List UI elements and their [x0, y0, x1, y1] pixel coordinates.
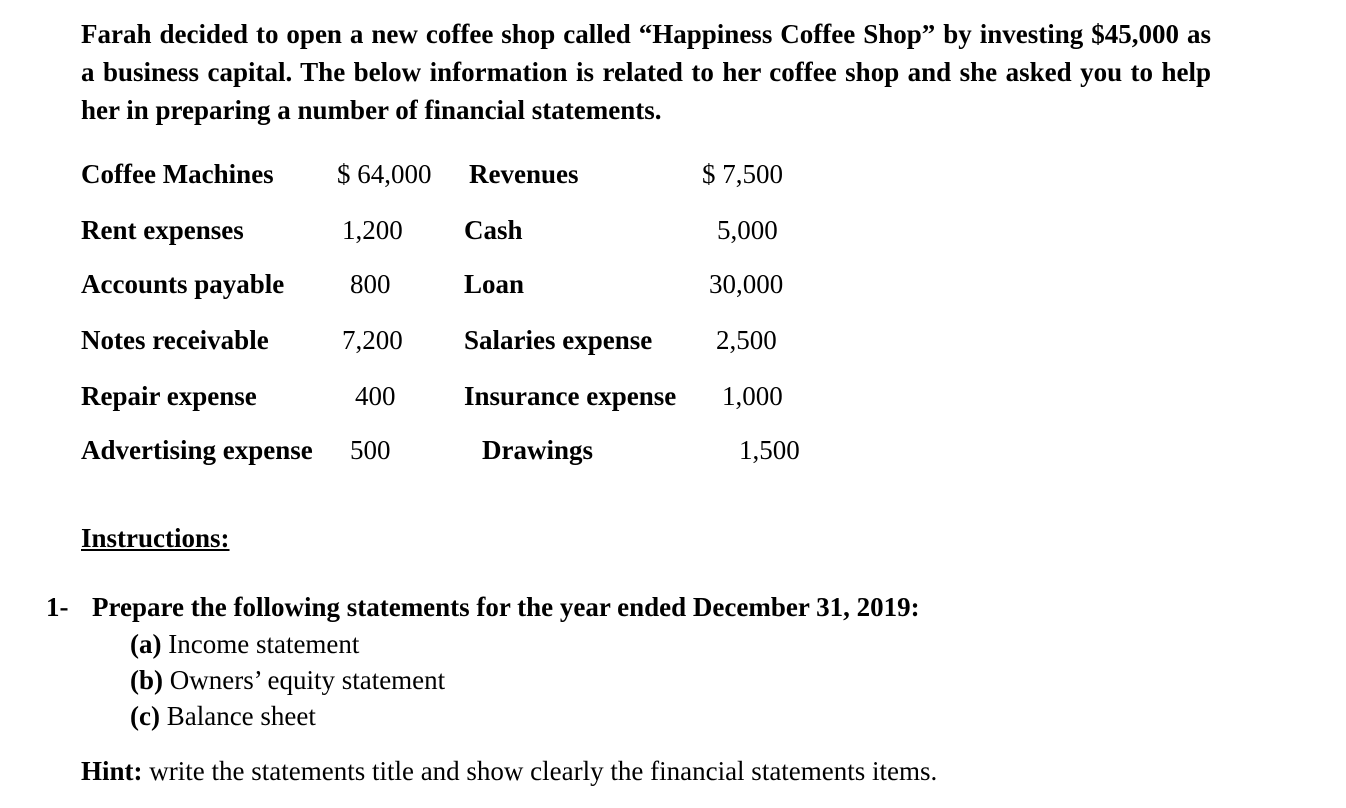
statement-item: [130, 663, 445, 697]
account-value: 1,000: [722, 381, 783, 411]
account-name: Repair expense: [81, 381, 257, 411]
account-name: Salaries expense: [464, 325, 653, 355]
instructions-heading: Instructions:: [81, 523, 230, 553]
account-value: 800: [350, 269, 391, 299]
account-name: Drawings: [482, 435, 594, 465]
hint-label: Hint:: [81, 756, 143, 786]
account-value: 7,200: [342, 325, 403, 355]
account-name: Notes receivable: [81, 325, 269, 355]
account-value: 2,500: [716, 325, 777, 355]
question-text: Prepare the following statements for the year ended December 31, 2019:: [92, 592, 920, 622]
account-value: 5,000: [717, 215, 778, 245]
statement-item-text: Owners’ equity statement: [169, 665, 446, 695]
statement-item-text: Income statement: [168, 629, 360, 659]
account-value: 500: [350, 435, 391, 465]
account-value: 400: [355, 381, 396, 411]
hint-line: [81, 754, 937, 788]
statement-item-label: (a): [130, 629, 162, 659]
account-name: Accounts payable: [81, 269, 285, 299]
account-name: Rent expenses: [81, 215, 244, 245]
account-name: Insurance expense: [464, 381, 677, 411]
account-value: $ 64,000: [337, 159, 432, 189]
statement-item-label: (b): [130, 665, 163, 695]
hint-text: write the statements title and show clearly the financial statements items.: [149, 756, 938, 786]
account-name: Revenues: [469, 159, 579, 189]
statement-item: [130, 699, 316, 733]
account-name: Loan: [464, 269, 525, 299]
problem-intro: Farah decided to open a new coffee shop called “Happiness Coffee Shop” by investing $45,000 as a business capital. The below information is related to her coffee shop and she asked you to help her in preparing a number of financial statements.: [81, 19, 1211, 125]
account-value: 1,200: [342, 215, 403, 245]
statement-item-text: Balance sheet: [166, 701, 316, 731]
account-name: Cash: [464, 215, 523, 245]
statement-item-label: (c): [130, 701, 160, 731]
question-number: 1-: [46, 592, 69, 622]
account-name: Advertising expense: [81, 435, 313, 465]
statement-item: [130, 627, 359, 661]
account-value: 1,500: [739, 435, 800, 465]
account-value: $ 7,500: [702, 159, 783, 189]
account-value: 30,000: [709, 269, 784, 299]
account-name: Coffee Machines: [81, 159, 274, 189]
